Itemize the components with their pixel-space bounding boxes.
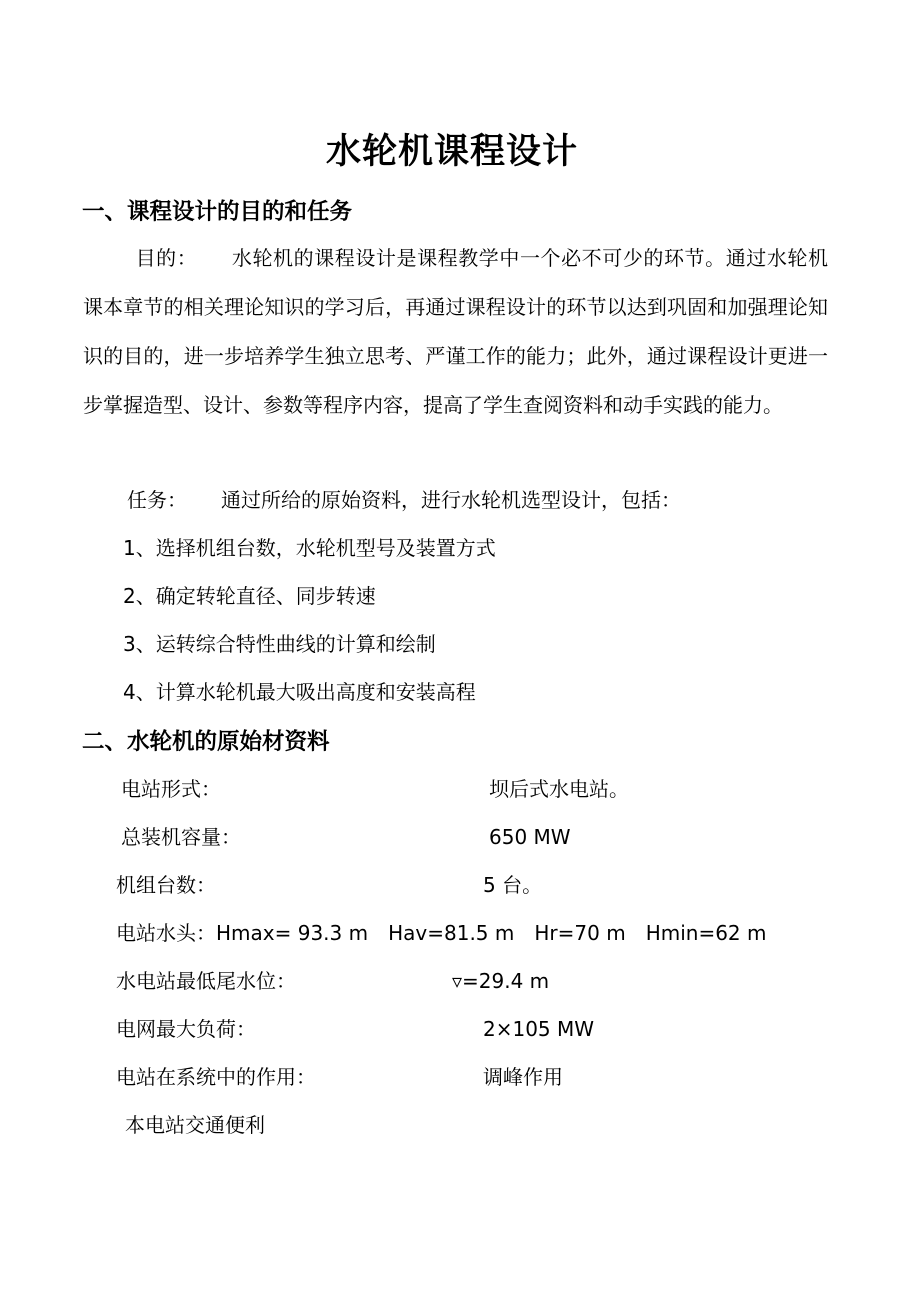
- units-label: 机组台数：: [116, 873, 216, 897]
- purpose-label: 目的：: [135, 246, 198, 270]
- head-line: [116, 918, 767, 948]
- task-label: 任务：: [127, 488, 187, 512]
- task-item-3: 3、运转综合特性曲线的计算和绘制: [123, 632, 436, 656]
- task-item-2: 2、确定转轮直径、同步转速: [123, 584, 376, 608]
- head-label: 电站水头：: [116, 921, 216, 945]
- task-item-4: 4、计算水轮机最大吸出高度和安装高程: [123, 680, 476, 704]
- role-value: 调峰作用: [483, 1065, 563, 1089]
- tailwater-value: ▿=29.4 m: [452, 969, 550, 993]
- purpose-paragraph: [83, 234, 828, 430]
- grid-load-value: 2×105 MW: [483, 1017, 595, 1041]
- task-line: [127, 485, 681, 515]
- head-hr: Hr=70 m: [534, 921, 626, 945]
- document-title: 水轮机课程设计: [325, 132, 578, 172]
- head-hav: Hav=81.5 m: [388, 921, 515, 945]
- capacity-value: 650 MW: [489, 825, 571, 849]
- purpose-text: 水轮机的课程设计是课程教学中一个必不可少的环节。通过水轮机课本章节的相关理论知识的学习后，再通过课程设计的环节以达到巩固和加强理论知识的目的，进一步培养学生独立思考、严谨工作的能力；此外，通过课程设计更进一步掌握造型、设计、参数等程序内容，提高了学生查阅资料和动手实践的能力。: [83, 246, 829, 417]
- section2-heading: 二、水轮机的原始材资料: [82, 729, 330, 755]
- head-hmax: Hmax= 93.3 m: [216, 921, 369, 945]
- grid-load-label: 电网最大负荷：: [116, 1017, 256, 1041]
- section1-heading: 一、课程设计的目的和任务: [82, 199, 353, 225]
- role-label: 电站在系统中的作用：: [116, 1065, 316, 1089]
- task-item-1: 1、选择机组台数，水轮机型号及装置方式: [123, 536, 496, 560]
- units-value: 5 台。: [483, 873, 543, 897]
- station-type-value: 坝后式水电站。: [489, 777, 629, 801]
- station-type-label: 电站形式：: [121, 777, 221, 801]
- capacity-label: 总装机容量：: [121, 825, 241, 849]
- tailwater-label: 水电站最低尾水位：: [116, 969, 296, 993]
- head-hmin: Hmin=62 m: [645, 921, 767, 945]
- traffic-note: 本电站交通便利: [125, 1113, 265, 1137]
- task-text: 通过所给的原始资料，进行水轮机选型设计，包括：: [221, 488, 681, 512]
